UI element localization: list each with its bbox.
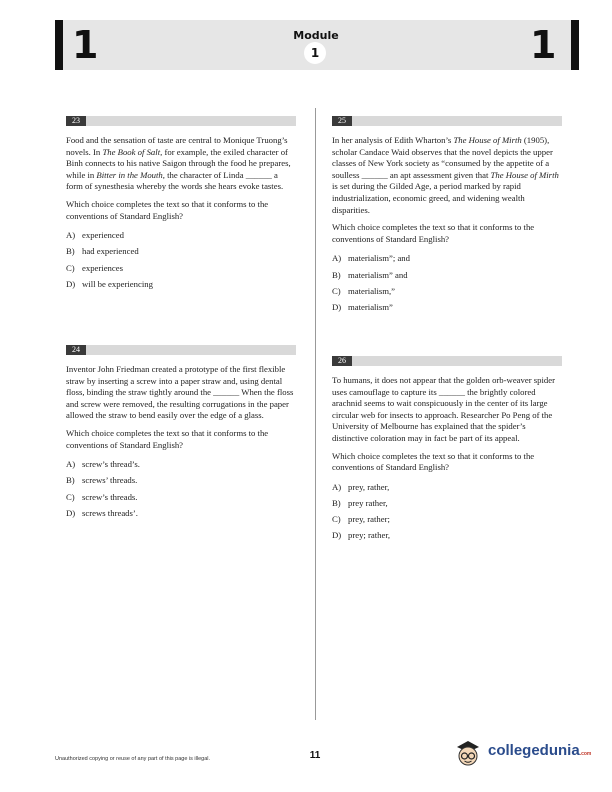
choice-text: screw’s threads. — [82, 491, 138, 502]
choice-letter: C) — [332, 514, 341, 525]
choice-text: materialism” — [348, 301, 393, 312]
choice-c[interactable] — [332, 514, 562, 526]
header-right-bar — [571, 20, 579, 70]
header-left-bar — [55, 20, 63, 70]
page-number: 11 — [309, 750, 321, 761]
choice-text: experiences — [82, 262, 123, 273]
header-left-number: 1 — [72, 23, 99, 67]
passage-text: In her analysis of Edith Wharton’s — [332, 135, 454, 145]
question-passage — [66, 135, 296, 193]
choice-text: prey, rather, — [348, 481, 390, 492]
module-number: 1 — [304, 42, 326, 64]
module-label: Module — [293, 29, 339, 42]
choice-text: had experienced — [82, 246, 139, 257]
choice-text: prey rather, — [348, 497, 388, 508]
choice-text: screws’ threads. — [82, 475, 138, 486]
choice-text: prey; rather, — [348, 530, 391, 541]
question-prompt: Which choice completes the text so that it conforms to the conventions of Standard English? — [66, 427, 269, 450]
choice-a[interactable] — [66, 230, 296, 242]
choice-a[interactable] — [66, 459, 296, 471]
choice-text: experienced — [82, 230, 124, 241]
question-26 — [332, 356, 562, 547]
choice-text: materialism”; and — [348, 253, 410, 264]
choice-a[interactable] — [332, 482, 562, 494]
question-bar — [332, 116, 562, 126]
question-passage — [332, 375, 562, 445]
choice-letter: B) — [332, 497, 341, 508]
column-divider — [315, 108, 316, 720]
choice-letter: B) — [66, 475, 75, 486]
answer-choices — [332, 482, 562, 542]
choice-letter: D) — [332, 301, 342, 312]
question-bar — [332, 356, 562, 366]
question-24 — [66, 345, 296, 524]
choice-d[interactable] — [66, 508, 296, 520]
answer-choices — [66, 459, 296, 519]
choice-b[interactable] — [66, 475, 296, 487]
passage-text: To humans, it does not appear that the golden orb-weaver spider uses camouflage to capture its ______ the brightly colored arachnid seems to wait conspicuously in the center of its large circular web for insects to approach. Researcher Po Peng of the University of Melbourne has explained that the spider’s distinctive coloration may in fact be part of its appeal. — [332, 375, 556, 443]
choice-b[interactable] — [332, 270, 562, 282]
collegedunia-watermark — [452, 736, 592, 770]
choice-letter: C) — [332, 285, 341, 296]
header-right-number: 1 — [530, 23, 557, 67]
choice-letter: A) — [66, 459, 76, 470]
question-number: 23 — [66, 116, 86, 126]
choice-c[interactable] — [66, 263, 296, 275]
italic-title: The House of Mirth — [490, 169, 559, 180]
brand-name: collegedunia.com — [488, 742, 592, 759]
choice-text: screws threads’. — [82, 507, 138, 518]
choice-c[interactable] — [66, 492, 296, 504]
question-bar — [66, 345, 296, 355]
answer-choices — [332, 253, 562, 313]
question-bar — [66, 116, 296, 126]
passage-text: Food and the sensation of taste are central to Monique Truong’s novels. In — [66, 135, 288, 157]
passage-text: , the character of Linda ______ a form of synesthesia whereby the words she hears evoke tastes. — [66, 169, 284, 192]
question-23 — [66, 116, 296, 295]
question-number: 26 — [332, 356, 352, 366]
question-prompt: Which choice completes the text so that it conforms to the conventions of Standard English? — [332, 450, 535, 473]
passage-text: is set during the Gilded Age, a period marked by rapid industrialization, economic greed, and widening wealth disparities. — [332, 181, 525, 215]
italic-title: Bitter in the Mouth — [96, 169, 163, 180]
choice-d[interactable] — [332, 302, 562, 314]
question-prompt: Which choice completes the text so that it conforms to the conventions of Standard English? — [66, 198, 269, 221]
italic-title: The House of Mirth — [453, 135, 522, 145]
choice-b[interactable] — [332, 498, 562, 510]
choice-text: materialism,” — [348, 285, 396, 296]
choice-letter: A) — [332, 253, 342, 264]
question-number: 24 — [66, 345, 86, 355]
choice-letter: D) — [332, 530, 342, 541]
passage-text: Inventor John Friedman created a prototype of the first flexible straw by inserting a screw into a paper straw and, using dental floss, binding the straw tightly around the ______ When the floss and screw were removed, the resulting corrugations in the paper allowed the straw to bend easily over the edge of a glass. — [66, 364, 294, 421]
question-passage — [332, 135, 562, 216]
italic-title: The Book of Salt — [102, 146, 161, 157]
choice-text: will be experiencing — [82, 278, 153, 289]
passage-text: , for example, the exiled character of Binh connects to his native Saigon through the food he prepares, while in — [66, 146, 291, 180]
choice-letter: A) — [332, 481, 342, 492]
question-25 — [332, 116, 562, 318]
answer-choices — [66, 230, 296, 290]
choice-letter: B) — [66, 246, 75, 257]
choice-c[interactable] — [332, 286, 562, 298]
copyright-notice: Unauthorized copying or reuse of any part of this page is illegal. — [55, 756, 211, 762]
mascot-icon — [452, 736, 484, 770]
choice-letter: A) — [66, 230, 76, 241]
choice-letter: D) — [66, 278, 76, 289]
question-number: 25 — [332, 116, 352, 126]
choice-letter: C) — [66, 491, 75, 502]
choice-text: screw’s thread’s. — [82, 459, 140, 470]
choice-letter: D) — [66, 507, 76, 518]
question-prompt: Which choice completes the text so that it conforms to the conventions of Standard English? — [332, 222, 535, 244]
choice-d[interactable] — [66, 279, 296, 291]
passage-text: (1905), scholar Candace Waid observes that the novel depicts the upper classes of New York society as “consumed by the appetite of a soulless ______ an apt assessment given that — [332, 135, 553, 180]
choice-d[interactable] — [332, 530, 562, 542]
choice-letter: C) — [66, 262, 75, 273]
choice-a[interactable] — [332, 253, 562, 265]
choice-text: prey, rather; — [348, 514, 390, 525]
question-passage — [66, 364, 296, 422]
choice-b[interactable] — [66, 246, 296, 258]
choice-text: materialism” and — [348, 269, 408, 280]
choice-letter: B) — [332, 269, 341, 280]
